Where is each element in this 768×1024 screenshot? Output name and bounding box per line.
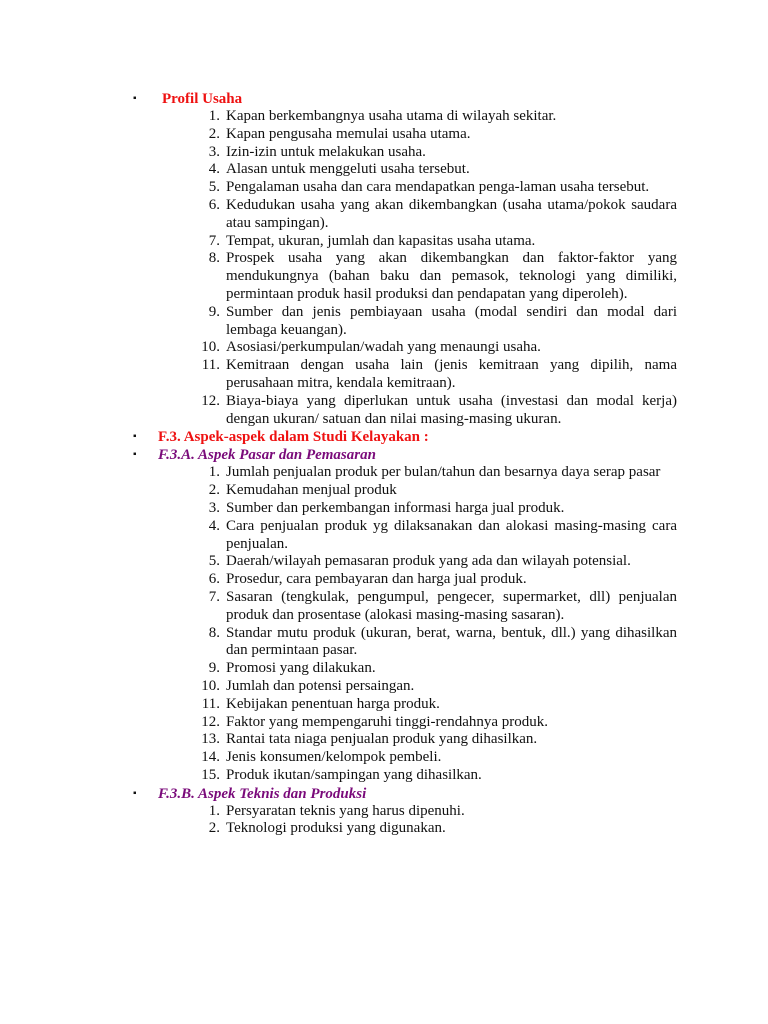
list-item xyxy=(0,696,677,714)
item-number: 5. xyxy=(208,179,220,196)
item-text: Standar mutu produk (ukuran, berat, warna, bentuk, dll.) yang dihasilkan dan permintaan pasar. xyxy=(226,624,677,659)
list-item xyxy=(0,731,677,749)
item-number: 4. xyxy=(208,161,220,178)
item-number: 3. xyxy=(208,499,220,516)
item-text: Prosedur, cara pembayaran dan harga jual produk. xyxy=(226,571,527,588)
square-bullet-icon: ▪ xyxy=(133,93,137,104)
item-number: 5. xyxy=(208,553,220,570)
list-item xyxy=(0,767,677,785)
item-text: Kemudahan menjual produk xyxy=(226,482,397,499)
item-number: 9. xyxy=(208,660,220,677)
item-text: Asosiasi/perkumpulan/wadah yang menaungi usaha. xyxy=(226,339,541,356)
item-number: 6. xyxy=(208,196,220,213)
heading-title: F.3.A. Aspek Pasar dan Pemasaran xyxy=(158,447,376,464)
item-text: Izin-izin untuk melakukan usaha. xyxy=(226,143,426,160)
list-item xyxy=(0,820,677,838)
item-number: 9. xyxy=(208,303,220,320)
item-text: Kedudukan usaha yang akan dikembangkan (usaha utama/pokok saudara atau sampingan). xyxy=(226,196,677,231)
list-item xyxy=(0,678,677,696)
item-text: Persyaratan teknis yang harus dipenuhi. xyxy=(226,802,465,819)
item-text: Sasaran (tengkulak, pengumpul, pengecer, supermarket, dll) penjualan produk dan prosentase (alokasi masing-masing sasaran). xyxy=(226,588,677,623)
list-item xyxy=(0,144,677,162)
list-item xyxy=(0,250,677,303)
item-number: 2. xyxy=(208,482,220,499)
list-aspek-pasar xyxy=(0,464,768,784)
list-aspek-teknis xyxy=(0,803,768,839)
item-text: Produk ikutan/sampingan yang dihasilkan. xyxy=(226,766,482,783)
item-number: 6. xyxy=(208,571,220,588)
item-number: 7. xyxy=(208,588,220,605)
item-text: Prospek usaha yang akan dikembangkan dan faktor-faktor yang mendukungnya (bahan baku dan pemasok, teknologi yang dimiliki, permintaan produk hasil produksi dan pendapatan yang diperoleh). xyxy=(226,250,677,302)
heading-title: Profil Usaha xyxy=(162,91,243,107)
section-heading-aspek-teknis xyxy=(0,785,768,803)
item-number: 7. xyxy=(208,232,220,249)
item-text: Jumlah dan potensi persaingan. xyxy=(226,677,415,694)
heading-title: F.3. Aspek-aspek dalam Studi Kelayakan : xyxy=(158,429,429,446)
item-number: 2. xyxy=(208,125,220,142)
item-text: Faktor yang mempengaruhi tinggi-rendahnya produk. xyxy=(226,713,549,730)
heading-title: F.3.B. Aspek Teknis dan Produksi xyxy=(158,785,367,802)
list-item xyxy=(0,393,677,429)
square-bullet-icon: ▪ xyxy=(133,431,137,443)
item-number: 15. xyxy=(201,766,220,783)
list-item xyxy=(0,482,677,500)
list-item xyxy=(0,161,677,179)
list-item xyxy=(0,500,677,518)
item-text: Daerah/wilayah pemasaran produk yang ada dan wilayah potensial. xyxy=(226,553,631,570)
item-text: Rantai tata niaga penjualan produk yang dihasilkan. xyxy=(226,731,538,748)
item-number: 12. xyxy=(201,713,220,730)
list-item xyxy=(0,339,677,357)
item-number: 4. xyxy=(208,517,220,534)
section-heading-profil-usaha xyxy=(0,90,768,108)
list-item xyxy=(0,625,677,661)
item-text: Jumlah penjualan produk per bulan/tahun dan besarnya daya serap pasar xyxy=(226,464,661,481)
list-item xyxy=(0,714,677,732)
list-item xyxy=(0,803,677,821)
list-item xyxy=(0,660,677,678)
item-number: 1. xyxy=(208,108,220,124)
item-text: Sumber dan perkembangan informasi harga jual produk. xyxy=(226,499,565,516)
list-item xyxy=(0,464,677,482)
list-item xyxy=(0,571,677,589)
item-number: 11. xyxy=(201,357,220,374)
item-number: 13. xyxy=(201,731,220,748)
item-text: Sumber dan jenis pembiayaan usaha (modal sendiri dan modal dari lembaga keuangan). xyxy=(226,303,677,338)
document-page xyxy=(0,90,768,838)
item-text: Kebijakan penentuan harga produk. xyxy=(226,695,440,712)
list-item xyxy=(0,553,677,571)
square-bullet-icon: ▪ xyxy=(133,449,137,461)
item-text: Pengalaman usaha dan cara mendapatkan penga-laman usaha tersebut. xyxy=(226,179,650,196)
list-item xyxy=(0,108,677,126)
item-number: 10. xyxy=(201,339,220,356)
item-text: Promosi yang dilakukan. xyxy=(226,660,376,677)
item-text: Alasan untuk menggeluti usaha tersebut. xyxy=(226,161,470,178)
list-item xyxy=(0,518,677,554)
item-number: 10. xyxy=(201,677,220,694)
section-heading-aspek-aspek xyxy=(0,428,768,446)
item-number: 14. xyxy=(201,749,220,766)
item-number: 1. xyxy=(208,802,220,819)
item-number: 11. xyxy=(201,695,220,712)
item-number: 12. xyxy=(201,392,220,409)
list-item xyxy=(0,589,677,625)
list-item xyxy=(0,233,677,251)
item-number: 2. xyxy=(208,820,220,837)
item-text: Biaya-biaya yang diperlukan untuk usaha (investasi dan modal kerja) dengan ukuran/ satuan dan nilai masing-masing ukuran. xyxy=(226,392,677,427)
item-text: Kemitraan dengan usaha lain (jenis kemitraan yang dipilih, nama perusahaan mitra, kendala kemitraan). xyxy=(226,357,677,391)
item-number: 8. xyxy=(208,250,220,267)
list-item xyxy=(0,126,677,144)
section-heading-aspek-pasar xyxy=(0,446,768,464)
list-item xyxy=(0,179,677,197)
list-item xyxy=(0,749,677,767)
item-number: 3. xyxy=(208,143,220,160)
item-text: Tempat, ukuran, jumlah dan kapasitas usaha utama. xyxy=(226,232,536,249)
list-item xyxy=(0,304,677,340)
square-bullet-icon: ▪ xyxy=(133,787,137,799)
item-text: Teknologi produksi yang digunakan. xyxy=(226,820,446,837)
item-text: Kapan berkembangnya usaha utama di wilayah sekitar. xyxy=(226,108,557,124)
item-text: Cara penjualan produk yg dilaksanakan dan alokasi masing-masing cara penjualan. xyxy=(226,517,677,552)
item-number: 8. xyxy=(208,624,220,641)
item-number: 1. xyxy=(208,464,220,481)
item-text: Jenis konsumen/kelompok pembeli. xyxy=(226,749,442,766)
item-text: Kapan pengusaha memulai usaha utama. xyxy=(226,125,471,142)
list-profil-usaha xyxy=(0,108,768,428)
list-item xyxy=(0,197,677,233)
list-item xyxy=(0,357,677,393)
